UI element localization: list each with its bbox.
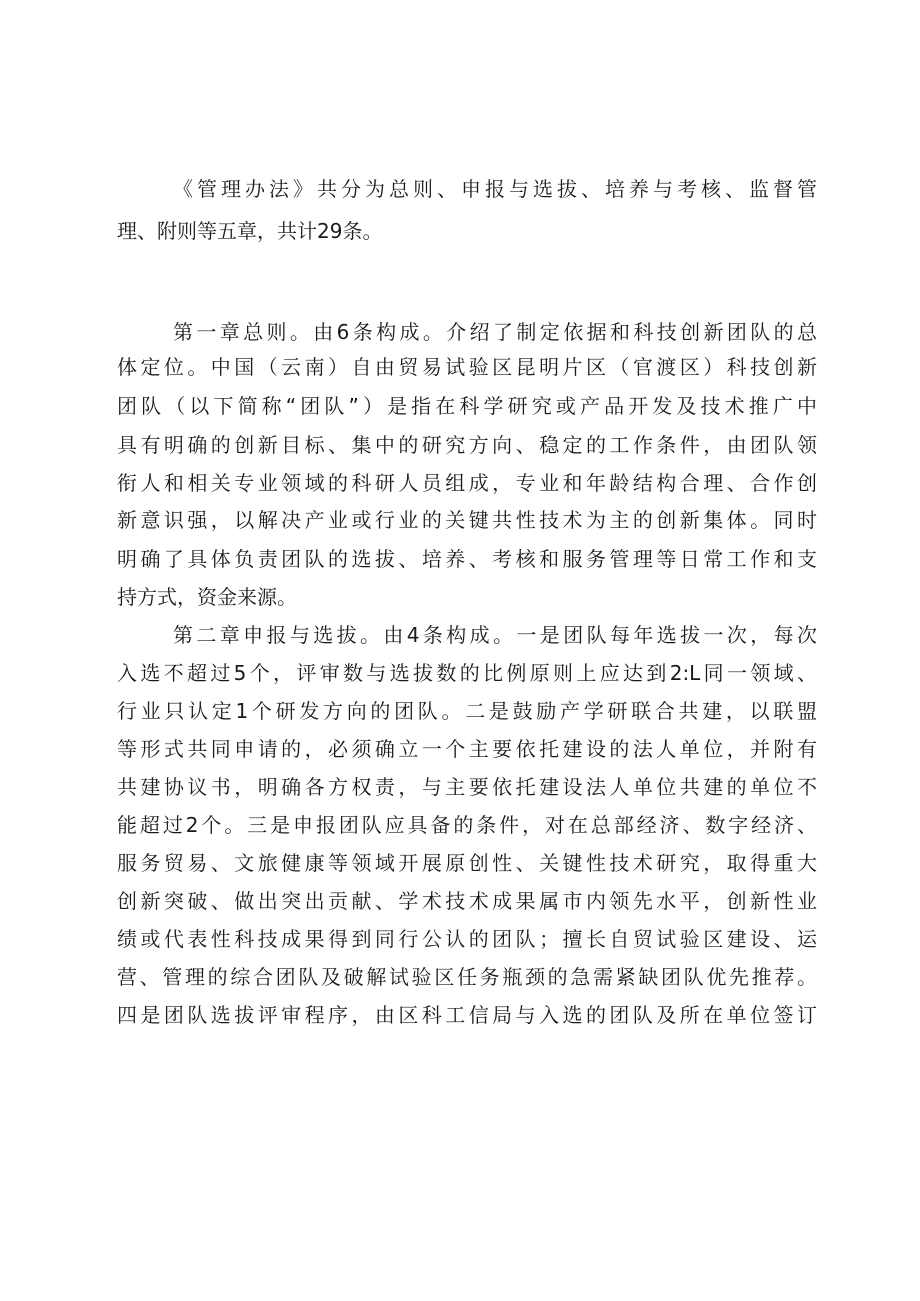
paragraph-1-line-2: 理、附则等五章，共计29条。 bbox=[117, 219, 383, 243]
paragraph-3-line-2: 入选不超过5个，评审数与选拔数的比例原则上应达到2:L同一领域、 bbox=[117, 661, 817, 685]
paragraph-2-line-5: 衔人和相关专业领域的科研人员组成，专业和年龄结构合理、合作创 bbox=[117, 471, 817, 495]
paragraph-2-line-8: 持方式，资金来源。 bbox=[117, 585, 297, 609]
paragraph-2-line-7: 明确了具体负责团队的选拔、培养、考核和服务管理等日常工作和支 bbox=[117, 547, 817, 571]
paragraph-2-line-4: 具有明确的创新目标、集中的研究方向、稳定的工作条件，由团队领 bbox=[117, 433, 817, 457]
paragraph-3-line-9: 绩或代表性科技成果得到同行公认的团队；擅长自贸试验区建设、运 bbox=[117, 927, 817, 951]
paragraph-3-line-5: 共建协议书，明确各方权责，与主要依托建设法人单位共建的单位不 bbox=[117, 775, 817, 799]
paragraph-3-line-11: 四是团队选拔评审程序，由区科工信局与入选的团队及所在单位签订 bbox=[117, 1003, 817, 1027]
paragraph-2-line-3: 团队（以下简称“团队”）是指在科学研究或产品开发及技术推广中 bbox=[117, 394, 817, 418]
paragraph-2-line-2: 体定位。中国（云南）自由贸易试验区昆明片区（官渡区）科技创新 bbox=[117, 355, 817, 379]
paragraph-3-line-1: 第二章申报与选拔。由4条构成。一是团队每年选拔一次，每次 bbox=[173, 623, 817, 647]
paragraph-3-line-4: 等形式共同申请的，必须确立一个主要依托建设的法人单位，并附有 bbox=[117, 737, 817, 761]
paragraph-2-line-6: 新意识强，以解决产业或行业的关键共性技术为主的创新集体。同时 bbox=[117, 508, 817, 532]
paragraph-3-line-3: 行业只认定1个研发方向的团队。二是鼓励产学研联合共建，以联盟 bbox=[117, 699, 817, 723]
paragraph-3-line-8: 创新突破、做出突出贡献、学术技术成果属市内领先水平，创新性业 bbox=[117, 889, 817, 913]
paragraph-2-line-1: 第一章总则。由6条构成。介绍了制定依据和科技创新团队的总 bbox=[173, 320, 817, 344]
paragraph-3-line-6: 能超过2个。三是申报团队应具备的条件，对在总部经济、数字经济、 bbox=[117, 813, 817, 837]
paragraph-3-line-7: 服务贸易、文旅健康等领域开展原创性、关键性技术研究，取得重大 bbox=[117, 851, 817, 875]
paragraph-3-line-10: 营、管理的综合团队及破解试验区任务瓶颈的急需紧缺团队优先推荐。 bbox=[117, 965, 817, 989]
paragraph-1-line-1: 《管理办法》共分为总则、申报与选拔、培养与考核、监督管 bbox=[173, 177, 817, 201]
